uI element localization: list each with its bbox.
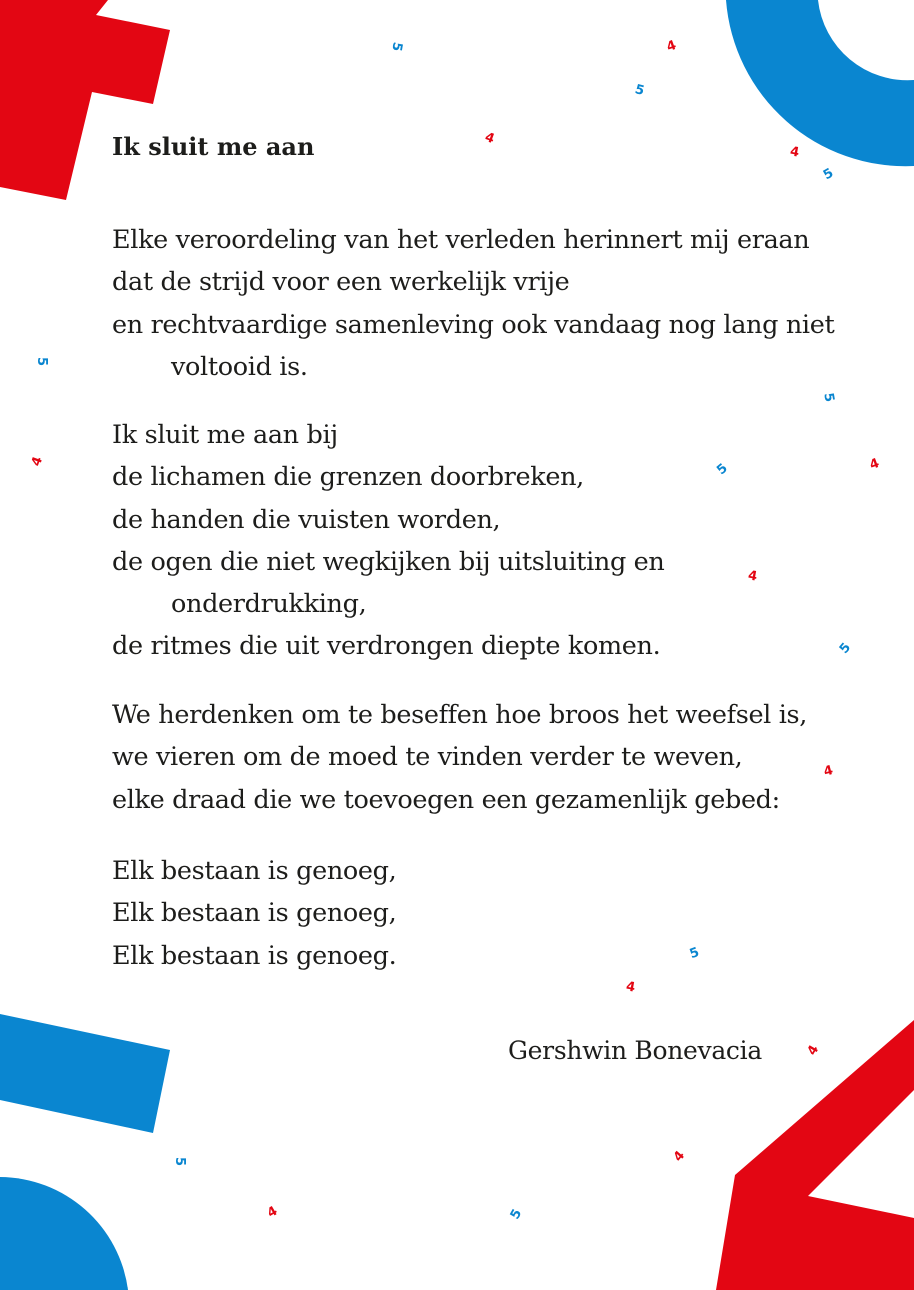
digit-four-icon: 4 [624, 979, 637, 996]
digit-five-icon: 5 [34, 356, 50, 367]
digit-four-icon: 4 [264, 1203, 281, 1222]
poem-line: we vieren om de moed te vinden verder te weven, [112, 742, 743, 773]
digit-four-icon: 4 [482, 129, 497, 148]
poem-line: de ritmes die uit verdrongen diepte komen. [112, 631, 661, 662]
poem-line: Elk bestaan is genoeg. [112, 940, 397, 971]
digit-five-icon: 5 [633, 82, 646, 99]
poem-line: Ik sluit me aan bij [112, 420, 338, 450]
digit-four-icon: 4 [28, 454, 47, 469]
blue-ring-bottom-shape [0, 1177, 128, 1290]
digit-four-icon: 4 [670, 1148, 689, 1165]
poem-line: onderdrukking, [171, 589, 367, 620]
digit-four-icon: 4 [867, 455, 882, 474]
digit-four-icon: 4 [746, 568, 759, 585]
stanza-3 [112, 694, 807, 821]
poem-line: elke draad die we toevoegen een gezamenlijk gebed: [112, 784, 780, 815]
stanza-2 [112, 414, 665, 668]
digit-four-icon: 4 [804, 1042, 823, 1059]
poem-title: Ik sluit me aan [112, 132, 315, 161]
digit-five-icon: 5 [714, 460, 731, 479]
digit-five-icon: 5 [820, 391, 837, 404]
poem-line: dat de strijd voor een werkelijk vrije [112, 267, 570, 298]
digit-five-icon: 5 [388, 40, 405, 53]
red-plus-shape [0, 0, 170, 200]
poem-line: Elk bestaan is genoeg, [112, 856, 397, 886]
digit-five-icon: 5 [836, 640, 855, 657]
poem-line: Elk bestaan is genoeg, [112, 898, 397, 929]
digit-four-icon: 4 [664, 37, 679, 56]
digit-five-icon: 5 [507, 1206, 526, 1223]
stanza-1 [112, 219, 834, 388]
digit-five-icon: 5 [172, 1156, 188, 1167]
digit-five-icon: 5 [820, 165, 837, 184]
poem-line: Elke veroordeling van het verleden herinnert mij eraan [112, 225, 810, 255]
blue-ring-shape [726, 0, 914, 166]
poem-line: de handen die vuisten worden, [112, 504, 501, 535]
poem-line: voltooid is. [171, 351, 308, 382]
poem-line: de lichamen die grenzen doorbreken, [112, 462, 584, 493]
digit-five-icon: 5 [687, 944, 702, 963]
stanza-4 [112, 850, 396, 977]
poem-line: We herdenken om te beseffen hoe broos het weefsel is, [112, 700, 808, 730]
blue-bar-shape [0, 1014, 170, 1133]
poem-author: Gershwin Bonevacia [508, 1036, 762, 1065]
digit-four-icon: 4 [822, 763, 835, 780]
poem-line: en rechtvaardige samenleving ook vandaag nog lang niet [112, 309, 835, 340]
poem-line: de ogen die niet wegkijken bij uitsluiting en [112, 546, 665, 577]
digit-four-icon: 4 [788, 144, 801, 161]
